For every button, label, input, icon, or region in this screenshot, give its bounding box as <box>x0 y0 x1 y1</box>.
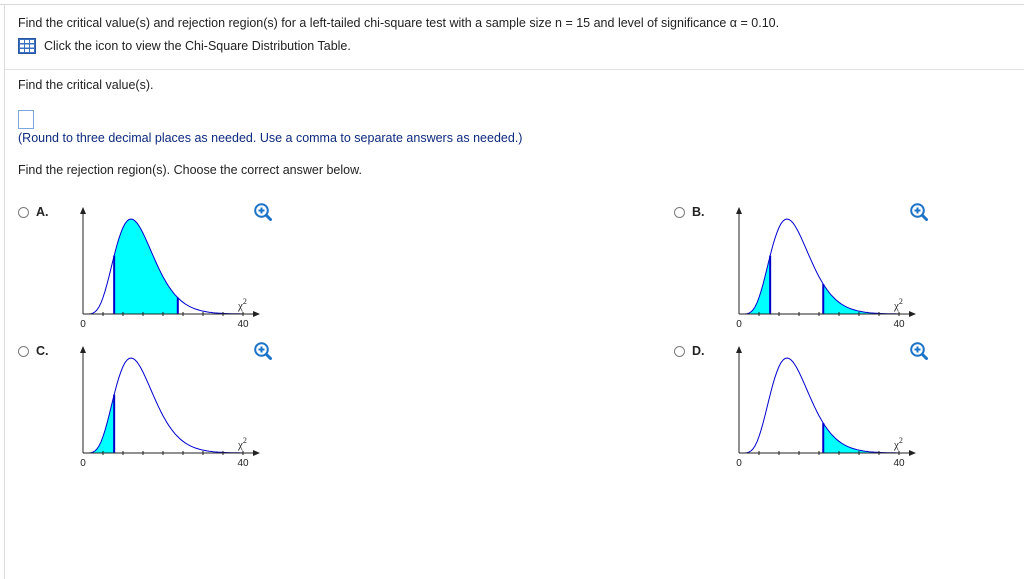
chi-square-graph <box>674 203 1004 343</box>
chi-square-graph <box>674 342 1004 482</box>
rounding-hint: (Round to three decimal places as needed. Use a comma to separate answers as needed.) <box>18 131 523 145</box>
table-icon[interactable] <box>18 38 36 54</box>
x-axis-arrow <box>909 450 916 456</box>
table-link-text[interactable]: Click the icon to view the Chi-Square Distribution Table. <box>44 39 351 53</box>
x-min-label: 0 <box>736 458 742 469</box>
zoom-in-icon[interactable] <box>254 342 272 360</box>
rejection-region-prompt: Find the rejection region(s). Choose the correct answer below. <box>18 163 362 177</box>
y-axis-arrow <box>80 207 86 214</box>
option-letter: C. <box>36 344 49 358</box>
x-axis-arrow <box>909 311 916 317</box>
x-axis-arrow <box>253 450 260 456</box>
option-c[interactable] <box>18 342 348 482</box>
x-axis-label: $\chi^2$ <box>238 436 247 451</box>
option-letter: D. <box>692 344 705 358</box>
x-axis-label: $\chi^2$ <box>238 297 247 312</box>
chi-square-graph <box>18 203 348 343</box>
y-axis-arrow <box>736 207 742 214</box>
x-min-label: 0 <box>80 458 86 469</box>
rejection-region <box>83 395 114 453</box>
option-letter: B. <box>692 205 705 219</box>
section-divider <box>5 69 1024 70</box>
critical-value-prompt: Find the critical value(s). <box>18 78 154 92</box>
critical-value-input[interactable] <box>18 110 34 129</box>
option-letter: A. <box>36 205 49 219</box>
x-max-label: 40 <box>237 458 249 469</box>
zoom-in-icon[interactable] <box>910 203 928 221</box>
x-min-label: 0 <box>80 319 86 330</box>
option-b[interactable] <box>674 203 1004 343</box>
frame-top-border <box>0 4 1024 5</box>
x-max-label: 40 <box>893 458 905 469</box>
x-max-label: 40 <box>893 319 905 330</box>
chi-square-curve <box>739 358 899 453</box>
x-axis-arrow <box>253 311 260 317</box>
zoom-in-icon[interactable] <box>910 342 928 360</box>
rejection-region <box>114 219 178 314</box>
y-axis-arrow <box>80 346 86 353</box>
x-min-label: 0 <box>736 319 742 330</box>
rejection-region <box>739 256 770 314</box>
y-axis-arrow <box>736 346 742 353</box>
table-link[interactable] <box>18 38 351 54</box>
zoom-in-icon[interactable] <box>254 203 272 221</box>
chi-square-graph <box>18 342 348 482</box>
question-text: Find the critical value(s) and rejection region(s) for a left-tailed chi-square test with a sample size n = 15 and level of significance α = 0.10. <box>18 16 780 30</box>
x-axis-label: $\chi^2$ <box>894 436 903 451</box>
frame-left-border <box>4 4 5 579</box>
x-max-label: 40 <box>237 319 249 330</box>
option-a[interactable] <box>18 203 348 343</box>
option-d[interactable] <box>674 342 1004 482</box>
x-axis-label: $\chi^2$ <box>894 297 903 312</box>
